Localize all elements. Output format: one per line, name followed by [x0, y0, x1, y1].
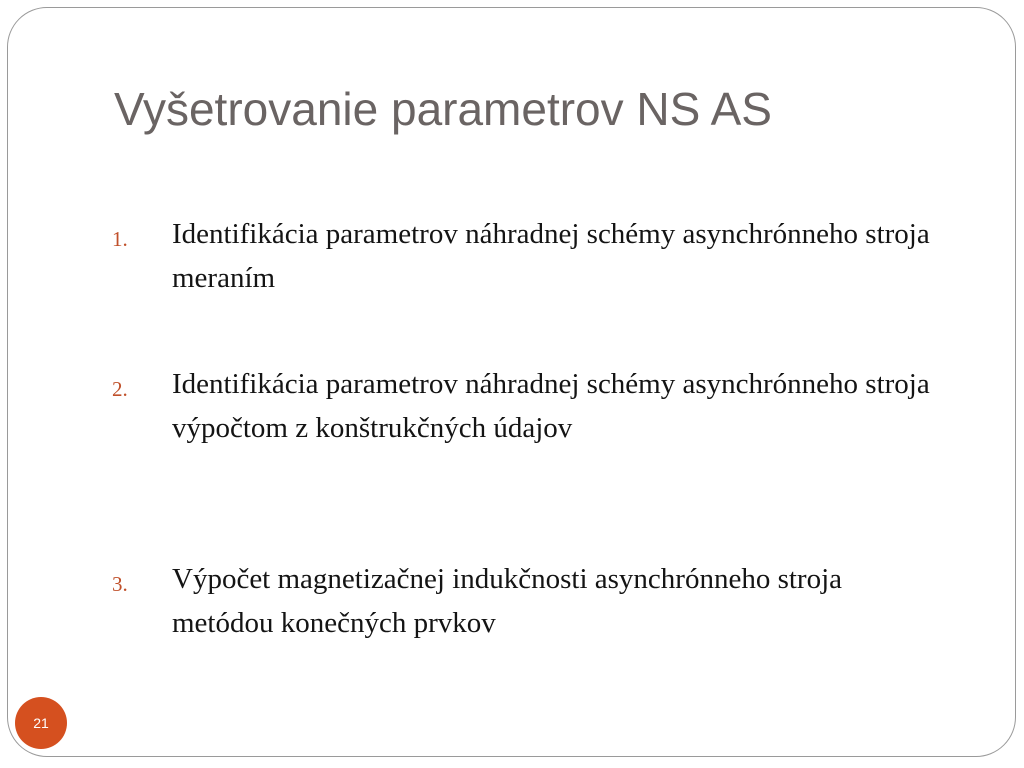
- page-number-badge: 21: [15, 697, 67, 749]
- slide-title: Vyšetrovanie parametrov NS AS: [114, 83, 772, 135]
- list-item-number: 3.: [112, 572, 128, 596]
- list-item-text: Identifikácia parametrov náhradnej schémy asynchrónneho stroja meraním: [172, 218, 930, 294]
- list-item-number: 2.: [112, 377, 128, 401]
- list-item-number: 1.: [112, 227, 128, 251]
- list-item-text: Identifikácia parametrov náhradnej schémy asynchrónneho stroja výpočtom z konštrukčných údajov: [172, 368, 930, 444]
- list-item-text: Výpočet magnetizačnej indukčnosti asynchrónneho stroja metódou konečných prvkov: [172, 563, 843, 639]
